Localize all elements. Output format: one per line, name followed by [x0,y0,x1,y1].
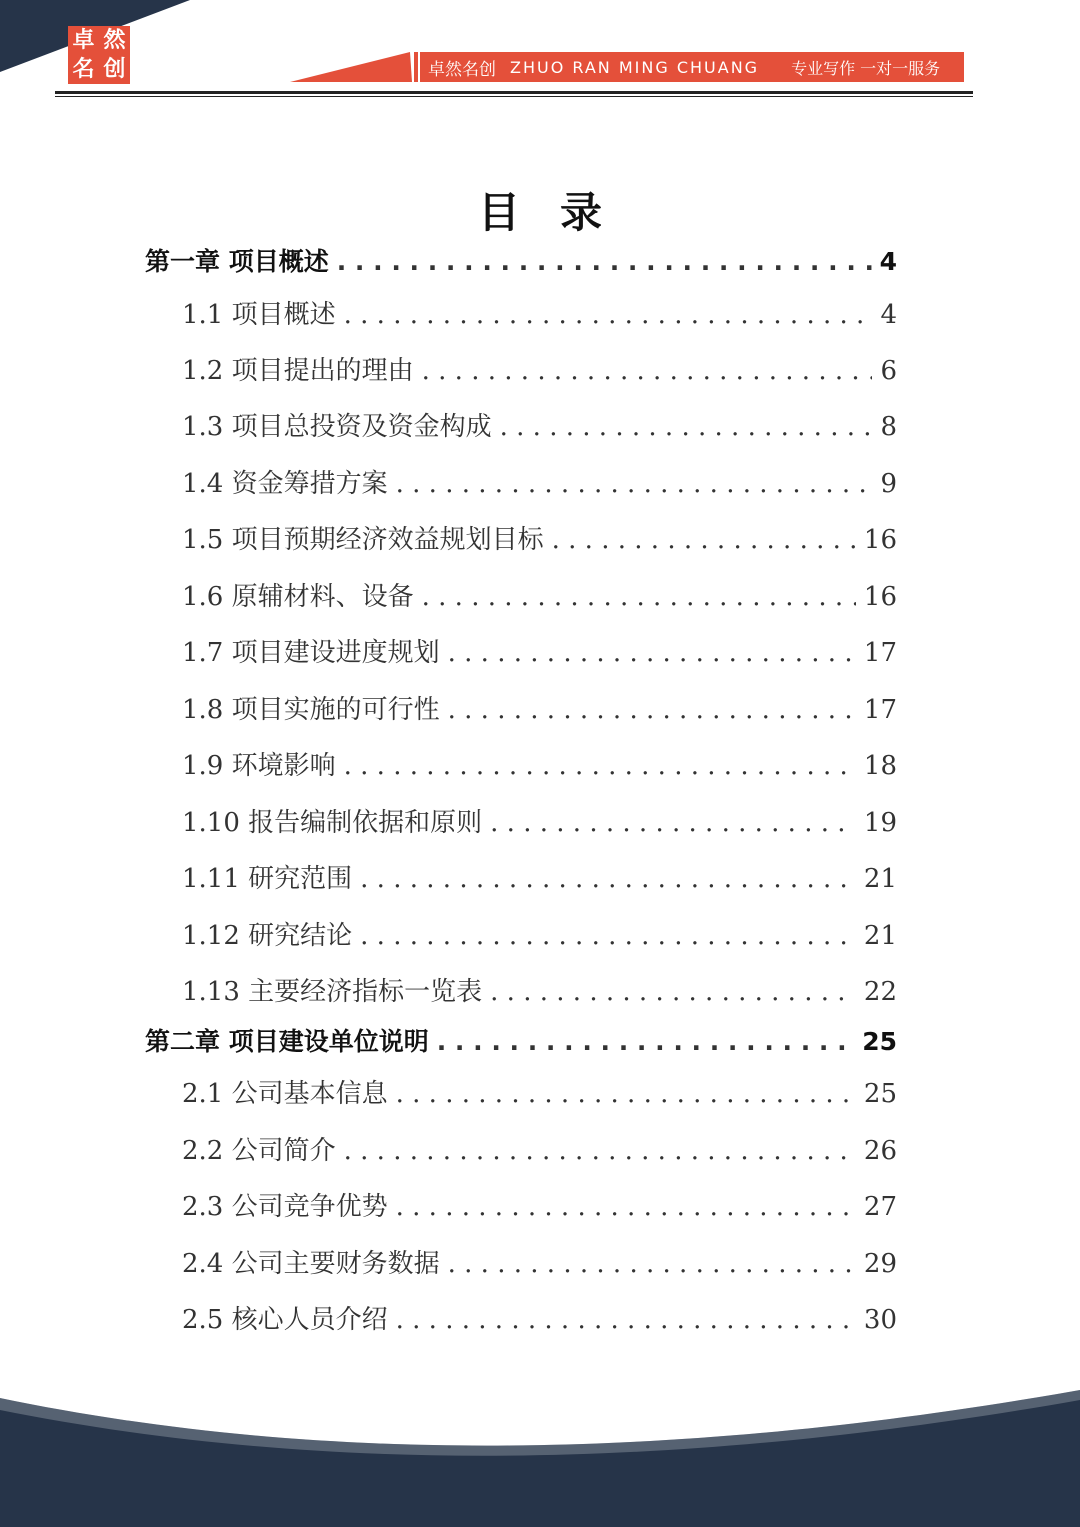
toc-leader-dots [344,751,856,781]
toc-section-entry[interactable] [182,294,897,331]
toc-entry-page: 17 [863,695,897,725]
toc-leader-dots [344,1136,856,1166]
toc-entry-label: 1.9 环境影响 [182,751,336,781]
toc-entry-label: 1.11 研究范围 [182,864,353,894]
toc-section-entry[interactable] [182,745,897,782]
toc-leader-dots [344,300,873,330]
toc-leader-dots [490,808,856,838]
toc-entry-page: 30 [863,1305,897,1335]
banner-brand-cn: 卓然名创 [428,59,496,80]
toc-entry-page: 25 [862,1027,897,1056]
toc-leader-dots [552,525,856,555]
toc-entry-label: 2.5 核心人员介绍 [182,1305,388,1335]
toc-entry-label: 1.5 项目预期经济效益规划目标 [182,525,544,555]
toc-entry-label: 2.3 公司竞争优势 [182,1192,388,1222]
toc-entry-label: 第二章 项目建设单位说明 [145,1027,429,1056]
toc-section-entry[interactable] [182,1243,897,1280]
toc-entry-page: 4 [879,247,897,276]
toc-chapter-entry[interactable] [145,242,897,278]
toc-section-entry[interactable] [182,1073,897,1110]
toc-entry-label: 2.4 公司主要财务数据 [182,1249,440,1279]
toc-entry-page: 22 [863,977,897,1007]
toc-leader-dots [396,469,873,499]
toc-entry-page: 27 [863,1192,897,1222]
toc-section-entry[interactable] [182,689,897,726]
toc-leader-dots [337,247,872,276]
brand-logo [68,26,130,84]
toc-entry-label: 2.2 公司简介 [182,1136,336,1166]
toc-entry-page: 17 [863,638,897,668]
toc-leader-dots [422,356,873,386]
toc-section-entry[interactable] [182,519,897,556]
toc-leader-dots [396,1079,856,1109]
toc-section-entry[interactable] [182,1130,897,1167]
toc-section-entry[interactable] [182,632,897,669]
toc-entry-page: 19 [863,808,897,838]
toc-section-entry[interactable] [182,406,897,443]
toc-entry-page: 16 [863,582,897,612]
toc-entry-label: 1.4 资金筹措方案 [182,469,388,499]
toc-leader-dots [448,1249,856,1279]
toc-section-entry[interactable] [182,576,897,613]
toc-entry-label: 1.6 原辅材料、设备 [182,582,414,612]
toc-entry-page: 25 [863,1079,897,1109]
logo-char: 名 [72,56,95,82]
toc-entry-page: 9 [880,469,897,499]
toc-entry-page: 21 [863,864,897,894]
toc-leader-dots [396,1305,856,1335]
toc-entry-label: 1.13 主要经济指标一览表 [182,977,483,1007]
toc-entry-label: 1.8 项目实施的可行性 [182,695,440,725]
toc-entry-label: 1.12 研究结论 [182,921,353,951]
header-banner [418,52,964,82]
header-rule-thin [55,96,973,97]
toc-entry-page: 21 [863,921,897,951]
toc-entry-page: 4 [880,300,897,330]
toc-entry-page: 29 [863,1249,897,1279]
logo-char: 创 [103,56,126,82]
toc-section-entry[interactable] [182,971,897,1008]
toc-entry-page: 8 [880,412,897,442]
toc-leader-dots [422,582,856,612]
toc-leader-dots [500,412,873,442]
toc-entry-page: 16 [863,525,897,555]
header-rule [55,91,973,94]
toc-entry-page: 26 [863,1136,897,1166]
toc-section-entry[interactable] [182,1186,897,1223]
toc-section-entry[interactable] [182,1299,897,1336]
logo-char: 然 [103,27,126,53]
toc-leader-dots [360,921,856,951]
toc-entry-label: 1.1 项目概述 [182,300,336,330]
toc-leader-dots [437,1027,854,1056]
toc-section-entry[interactable] [182,915,897,952]
toc-entry-label: 1.2 项目提出的理由 [182,356,414,386]
toc-entry-label: 1.7 项目建设进度规划 [182,638,440,668]
toc-entry-label: 1.10 报告编制依据和原则 [182,808,483,838]
banner-service: 专业写作 一对一服务 [791,58,941,78]
toc-leader-dots [448,695,856,725]
toc-entry-page: 18 [863,751,897,781]
toc-entry-label: 1.3 项目总投资及资金构成 [182,412,492,442]
banner-brand-en: ZHUO RAN MING CHUANG [510,57,760,77]
toc-entry-label: 第一章 项目概述 [145,247,329,276]
footer-wave-shape [0,1380,1080,1527]
toc-chapter-entry[interactable] [145,1022,897,1058]
toc-leader-dots [490,977,856,1007]
toc-leader-dots [396,1192,856,1222]
logo-char: 卓 [72,27,95,53]
toc-entry-label: 2.1 公司基本信息 [182,1079,388,1109]
toc-section-entry[interactable] [182,350,897,387]
page-title: 目录 [477,188,642,237]
toc-section-entry[interactable] [182,858,897,895]
toc-section-entry[interactable] [182,463,897,500]
toc-entry-page: 6 [880,356,897,386]
toc-leader-dots [360,864,856,894]
toc-leader-dots [448,638,856,668]
toc-section-entry[interactable] [182,802,897,839]
